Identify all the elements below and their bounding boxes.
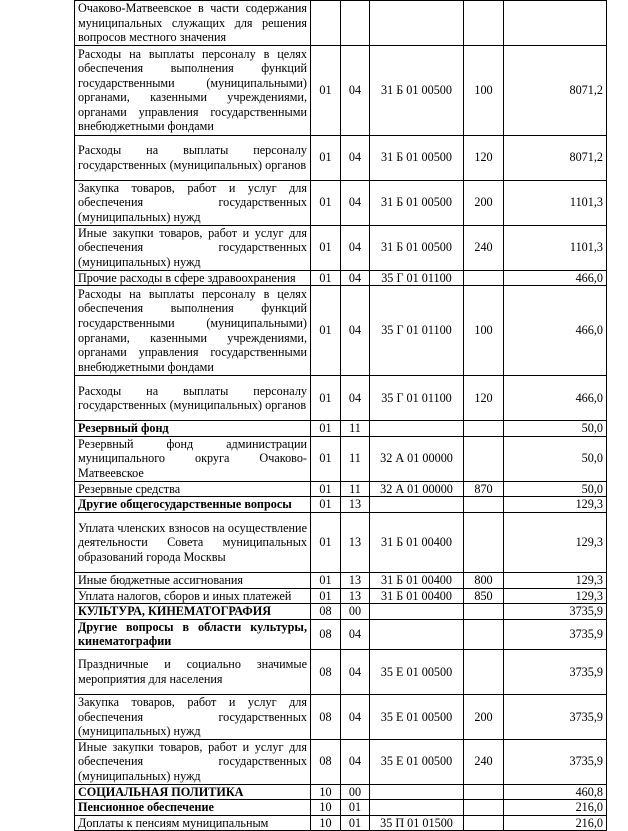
- amount-cell: 50,0: [504, 436, 607, 481]
- expense-type-cell: [464, 815, 504, 831]
- section-code-cell: 08: [311, 649, 341, 694]
- section-code-cell: 10: [311, 815, 341, 831]
- target-article-cell: 31 Б 01 00400: [370, 588, 464, 604]
- section-code-cell: 08: [311, 619, 341, 649]
- table-row: [75, 588, 607, 604]
- amount-cell: 129,3: [504, 588, 607, 604]
- subsection-code-cell: 04: [341, 649, 370, 694]
- table-row: [75, 45, 607, 135]
- amount-cell: 3735,9: [504, 694, 607, 739]
- expense-type-cell: 240: [464, 225, 504, 270]
- amount-cell: 129,3: [504, 512, 607, 572]
- expense-name-cell: КУЛЬТУРА, КИНЕМАТОГРАФИЯ: [75, 604, 311, 620]
- expense-type-cell: [464, 604, 504, 620]
- expense-type-cell: [464, 649, 504, 694]
- expense-type-cell: 200: [464, 180, 504, 225]
- expense-name-cell: Другие вопросы в области культуры, кинематографии: [75, 619, 311, 649]
- target-article-cell: 31 Б 01 00500: [370, 225, 464, 270]
- expense-type-cell: 870: [464, 481, 504, 497]
- expense-name-cell: Резервные средства: [75, 481, 311, 497]
- subsection-code-cell: 13: [341, 588, 370, 604]
- expense-type-cell: 200: [464, 694, 504, 739]
- section-code-cell: 08: [311, 739, 341, 784]
- table-row: [75, 286, 607, 376]
- expense-name-cell: Пенсионное обеспечение: [75, 800, 311, 816]
- table-row: [75, 619, 607, 649]
- section-code-cell: 01: [311, 572, 341, 588]
- section-code-cell: 10: [311, 784, 341, 800]
- expense-name-cell: Очаково-Матвеевское в части содержания муниципальных служащих для решения вопросов местного значения: [75, 1, 311, 46]
- section-code-cell: 08: [311, 694, 341, 739]
- target-article-cell: 35 Г 01 01100: [370, 286, 464, 376]
- table-row: [75, 800, 607, 816]
- amount-cell: 216,0: [504, 800, 607, 816]
- expense-name-cell: Расходы на выплаты персоналу государственных (муниципальных) органов: [75, 376, 311, 421]
- table-row: [75, 376, 607, 421]
- subsection-code-cell: 13: [341, 572, 370, 588]
- table-row: [75, 694, 607, 739]
- table-row: [75, 649, 607, 694]
- expense-type-cell: 120: [464, 135, 504, 180]
- subsection-code-cell: 04: [341, 135, 370, 180]
- subsection-code-cell: 04: [341, 286, 370, 376]
- section-code-cell: 01: [311, 588, 341, 604]
- expense-name-cell: Иные бюджетные ассигнования: [75, 572, 311, 588]
- expense-name-cell: Резервный фонд администрации муниципального округа Очаково-Матвеевское: [75, 436, 311, 481]
- section-code-cell: 01: [311, 225, 341, 270]
- section-code-cell: 01: [311, 45, 341, 135]
- expense-type-cell: 100: [464, 45, 504, 135]
- subsection-code-cell: 13: [341, 497, 370, 513]
- target-article-cell: 31 Б 01 00500: [370, 180, 464, 225]
- amount-cell: 129,3: [504, 572, 607, 588]
- subsection-code-cell: 04: [341, 619, 370, 649]
- expense-type-cell: 800: [464, 572, 504, 588]
- expense-type-cell: [464, 800, 504, 816]
- section-code-cell: [311, 1, 341, 46]
- target-article-cell: [370, 619, 464, 649]
- subsection-code-cell: 04: [341, 45, 370, 135]
- target-article-cell: [370, 784, 464, 800]
- amount-cell: 129,3: [504, 497, 607, 513]
- amount-cell: 3735,9: [504, 619, 607, 649]
- target-article-cell: [370, 421, 464, 437]
- amount-cell: 8071,2: [504, 135, 607, 180]
- budget-table: [74, 0, 607, 831]
- target-article-cell: 31 Б 01 00400: [370, 512, 464, 572]
- subsection-code-cell: 04: [341, 376, 370, 421]
- amount-cell: 50,0: [504, 481, 607, 497]
- section-code-cell: 01: [311, 481, 341, 497]
- expense-type-cell: [464, 270, 504, 286]
- target-article-cell: 31 Б 01 00500: [370, 45, 464, 135]
- amount-cell: 3735,9: [504, 649, 607, 694]
- amount-cell: 466,0: [504, 376, 607, 421]
- budget-page: [74, 0, 607, 831]
- expense-name-cell: Закупка товаров, работ и услуг для обеспечения государственных (муниципальных) нужд: [75, 694, 311, 739]
- subsection-code-cell: 00: [341, 604, 370, 620]
- subsection-code-cell: 11: [341, 421, 370, 437]
- expense-name-cell: Уплата членских взносов на осуществление деятельности Совета муниципальных образований города Москвы: [75, 512, 311, 572]
- table-row: [75, 225, 607, 270]
- subsection-code-cell: 13: [341, 512, 370, 572]
- section-code-cell: 01: [311, 421, 341, 437]
- amount-cell: 8071,2: [504, 45, 607, 135]
- subsection-code-cell: [341, 1, 370, 46]
- expense-name-cell: Доплаты к пенсиям муниципальным: [75, 815, 311, 831]
- expense-type-cell: [464, 512, 504, 572]
- expense-name-cell: Иные закупки товаров, работ и услуг для обеспечения государственных (муниципальных) нужд: [75, 739, 311, 784]
- target-article-cell: 35 Е 01 00500: [370, 739, 464, 784]
- expense-type-cell: 120: [464, 376, 504, 421]
- table-row: [75, 1, 607, 46]
- expense-type-cell: [464, 619, 504, 649]
- table-row: [75, 481, 607, 497]
- target-article-cell: 31 Б 01 00500: [370, 135, 464, 180]
- target-article-cell: 35 Г 01 01100: [370, 270, 464, 286]
- expense-type-cell: 850: [464, 588, 504, 604]
- target-article-cell: [370, 497, 464, 513]
- subsection-code-cell: 04: [341, 180, 370, 225]
- expense-name-cell: Прочие расходы в сфере здравоохранения: [75, 270, 311, 286]
- amount-cell: 3735,9: [504, 604, 607, 620]
- subsection-code-cell: 04: [341, 694, 370, 739]
- target-article-cell: 35 Г 01 01100: [370, 376, 464, 421]
- amount-cell: 50,0: [504, 421, 607, 437]
- table-row: [75, 512, 607, 572]
- amount-cell: 1101,3: [504, 180, 607, 225]
- section-code-cell: 01: [311, 270, 341, 286]
- amount-cell: 1101,3: [504, 225, 607, 270]
- expense-name-cell: Другие общегосударственные вопросы: [75, 497, 311, 513]
- table-row: [75, 436, 607, 481]
- subsection-code-cell: 01: [341, 800, 370, 816]
- amount-cell: 3735,9: [504, 739, 607, 784]
- expense-type-cell: [464, 1, 504, 46]
- amount-cell: 216,0: [504, 815, 607, 831]
- subsection-code-cell: 01: [341, 815, 370, 831]
- table-row: [75, 135, 607, 180]
- section-code-cell: 01: [311, 286, 341, 376]
- target-article-cell: 32 А 01 00000: [370, 436, 464, 481]
- section-code-cell: 01: [311, 376, 341, 421]
- expense-type-cell: [464, 497, 504, 513]
- target-article-cell: 31 Б 01 00400: [370, 572, 464, 588]
- amount-cell: 466,0: [504, 270, 607, 286]
- expense-name-cell: Закупка товаров, работ и услуг для обеспечения государственных (муниципальных) нужд: [75, 180, 311, 225]
- section-code-cell: 01: [311, 135, 341, 180]
- target-article-cell: 35 П 01 01500: [370, 815, 464, 831]
- expense-name-cell: СОЦИАЛЬНАЯ ПОЛИТИКА: [75, 784, 311, 800]
- table-row: [75, 739, 607, 784]
- expense-name-cell: Иные закупки товаров, работ и услуг для обеспечения государственных (муниципальных) нужд: [75, 225, 311, 270]
- budget-table-body: [75, 1, 607, 831]
- subsection-code-cell: 11: [341, 481, 370, 497]
- subsection-code-cell: 04: [341, 270, 370, 286]
- expense-type-cell: 100: [464, 286, 504, 376]
- subsection-code-cell: 00: [341, 784, 370, 800]
- target-article-cell: 32 А 01 00000: [370, 481, 464, 497]
- expense-type-cell: [464, 436, 504, 481]
- table-row: [75, 784, 607, 800]
- table-row: [75, 270, 607, 286]
- expense-type-cell: [464, 784, 504, 800]
- table-row: [75, 497, 607, 513]
- amount-cell: 460,8: [504, 784, 607, 800]
- amount-cell: 466,0: [504, 286, 607, 376]
- table-row: [75, 180, 607, 225]
- section-code-cell: 01: [311, 497, 341, 513]
- table-row: [75, 815, 607, 831]
- section-code-cell: 01: [311, 512, 341, 572]
- table-row: [75, 604, 607, 620]
- section-code-cell: 01: [311, 436, 341, 481]
- expense-name-cell: Расходы на выплаты персоналу государственных (муниципальных) органов: [75, 135, 311, 180]
- target-article-cell: 35 Е 01 00500: [370, 649, 464, 694]
- subsection-code-cell: 11: [341, 436, 370, 481]
- expense-type-cell: [464, 421, 504, 437]
- table-row: [75, 421, 607, 437]
- subsection-code-cell: 04: [341, 225, 370, 270]
- subsection-code-cell: 04: [341, 739, 370, 784]
- target-article-cell: 35 Е 01 00500: [370, 694, 464, 739]
- expense-name-cell: Резервный фонд: [75, 421, 311, 437]
- target-article-cell: [370, 1, 464, 46]
- section-code-cell: 08: [311, 604, 341, 620]
- expense-name-cell: Праздничные и социально значимые мероприятия для населения: [75, 649, 311, 694]
- table-row: [75, 572, 607, 588]
- target-article-cell: [370, 604, 464, 620]
- section-code-cell: 10: [311, 800, 341, 816]
- expense-name-cell: Расходы на выплаты персоналу в целях обеспечения выполнения функций государственными (муниципальными) органами, казенными учреждениями, органами управления государственными внебюджетными фондами: [75, 286, 311, 376]
- expense-type-cell: 240: [464, 739, 504, 784]
- section-code-cell: 01: [311, 180, 341, 225]
- expense-name-cell: Расходы на выплаты персоналу в целях обеспечения выполнения функций государственными (муниципальными) органами, казенными учреждениями, органами управления государственными внебюджетными фондами: [75, 45, 311, 135]
- target-article-cell: [370, 800, 464, 816]
- amount-cell: [504, 1, 607, 46]
- expense-name-cell: Уплата налогов, сборов и иных платежей: [75, 588, 311, 604]
